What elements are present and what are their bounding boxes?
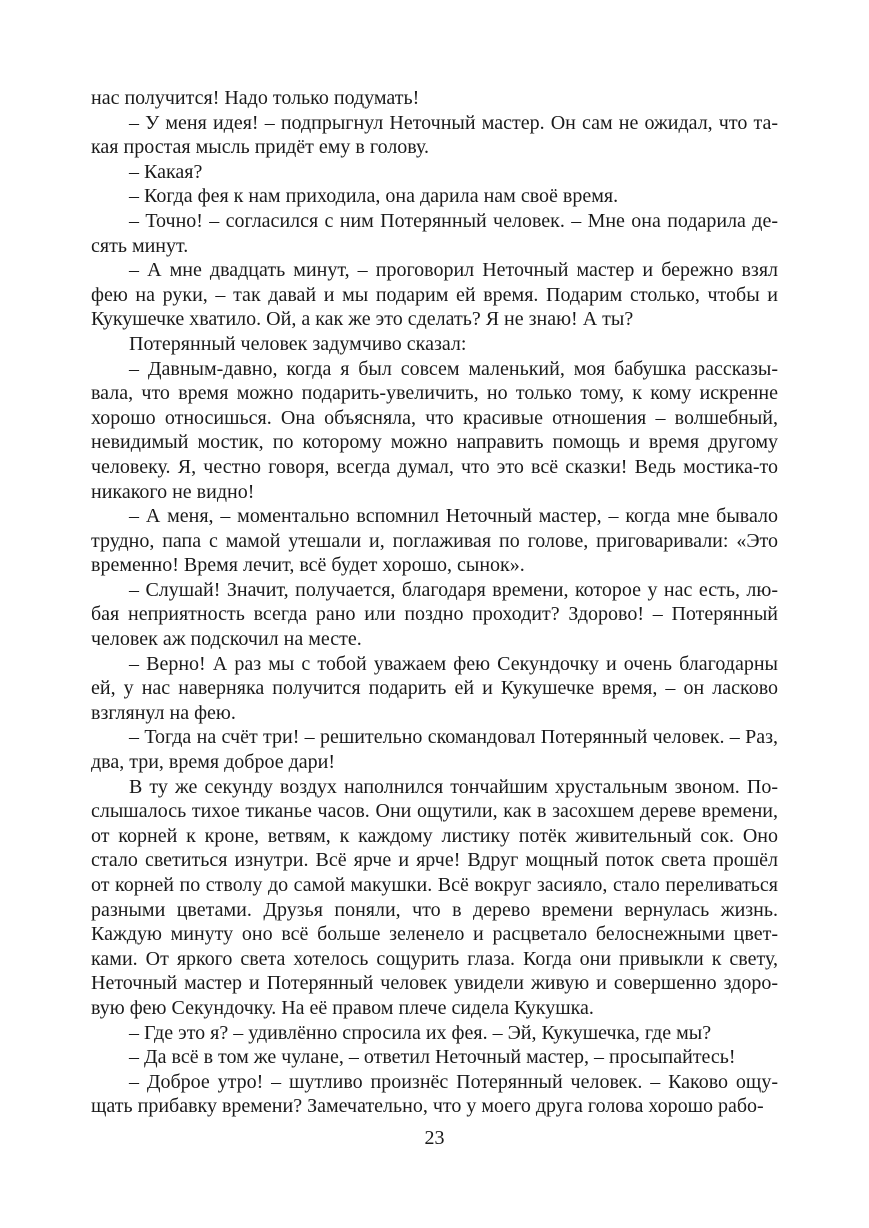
paragraph: нас получится! Надо только подумать! (91, 87, 420, 109)
paragraph: – А меня, – моментально вспомнил Неточный мастер, – когда мне бывало трудно, папа с мамой утешали и, поглаживая по голове, приговаривали: «Это временно! Время лечит, всё будет хорошо, сынок». (91, 505, 778, 577)
page-body-text (91, 86, 778, 1119)
paragraph: – Доброе утро! – шутливо произнёс Потерянный человек. – Каково ощущать прибавку времени? Замечательно, что у моего друга голова хорошо рабо- (91, 1070, 778, 1118)
paragraph: Потерянный человек задумчиво сказал: (129, 332, 467, 355)
page-number: 23 (424, 1127, 445, 1149)
paragraph: – Когда фея к нам приходила, она дарила нам своё время. (129, 185, 619, 208)
paragraph: – Какая? (129, 160, 203, 183)
paragraph: – Верно! А раз мы с тобой уважаем фею Секундочку и очень благодарны ей, у нас наверняка получится подарить ей и Кукушечке время, – он ласково взглянул на фею. (91, 652, 778, 724)
paragraph: – Тогда на счёт три! – решительно скомандовал Потерянный человек. – Раз, два, три, время доброе дари! (91, 726, 778, 774)
paragraph: – Да всё в том же чулане, – ответил Неточный мастер, – просыпайтесь! (129, 1046, 736, 1069)
paragraph: – Где это я? – удивлённо спросила их фея. – Эй, Кукушечка, где мы? (129, 1021, 712, 1044)
paragraph: В ту же секунду воздух наполнился тончайшим хрустальным звоном. Послышалось тихое тиканье часов. Они ощутили, как в засохшем дереве времени, от корней к кроне, ветвям, к каждому листику потёк живительный сок. Оно стало светиться изнутри. Всё ярче и ярче! Вдруг мощный поток света прошёл от корней по стволу до самой макушки. Всё вокруг засияло, стало переливаться разными цветами. Друзья поняли, что в дерево времени вернулась жизнь. Каждую минуту оно всё больше зеленело и расцветало белоснежными цветками. От яркого света хотелось сощурить глаза. Когда они привыкли к свету, Неточный мастер и Потерянный человек увидели живую и совершенно здоровую фею Секундочку. На её правом плече сидела Кукушка. (91, 775, 778, 1019)
paragraph: – Давным-давно, когда я был совсем маленький, моя бабушка рассказывала, что время можно подарить-увеличить, но только тому, к кому искренне хорошо относишься. Она объясняла, что красивые отношения – волшебный, невидимый мостик, по которому можно направить помощь и время другому человеку. Я, честно говоря, всегда думал, что это всё сказки! Ведь мостика-то никакого не видно! (91, 357, 778, 503)
paragraph: – Точно! – согласился с ним Потерянный человек. – Мне она подарила десять минут. (91, 209, 778, 257)
paragraph: – Слушай! Значит, получается, благодаря времени, которое у нас есть, любая неприятность всегда рано или поздно проходит? Здорово! – Потерянный человек аж подскочил на месте. (91, 578, 778, 651)
paragraph: – А мне двадцать минут, – проговорил Неточный мастер и бережно взял фею на руки, – так давай и мы подарим ей время. Подарим столько, чтобы и Кукушечке хватило. Ой, а как же это сделать? Я не знаю! А ты? (91, 259, 778, 331)
paragraph: – У меня идея! – подпрыгнул Неточный мастер. Он сам не ожидал, что такая простая мысль придёт ему в голову. (91, 111, 778, 159)
